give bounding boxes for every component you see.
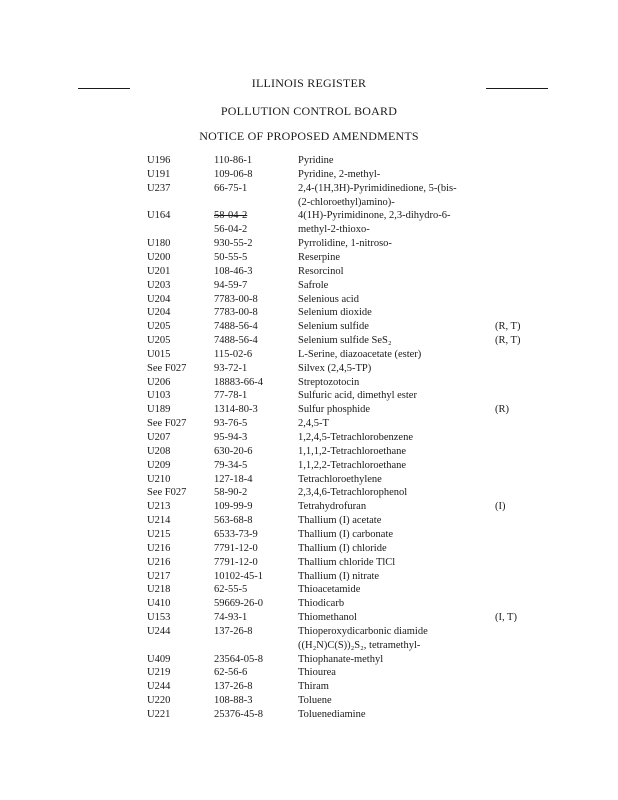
cas-number: 93-76-5 (214, 418, 248, 430)
cas-number: 77-78-1 (214, 390, 248, 402)
cas-number: 93-72-1 (214, 362, 248, 374)
hazard-code: (I, T) (495, 612, 517, 624)
cas-number: 95-94-3 (214, 432, 248, 443)
waste-code: U103 (147, 390, 171, 402)
chemical-name: Selenium sulfide (298, 321, 369, 333)
chemical-name: Tetrachloroethylene (298, 473, 382, 485)
cas-number: 137-26-8 (214, 681, 253, 693)
cas-number: 137-26-8 (214, 625, 253, 637)
cas-number: 127-18-4 (214, 473, 253, 485)
waste-code: U205 (147, 335, 171, 347)
chemical-name: 4(1H)-Pyrimidinone, 2,3-dihydro-6- (298, 210, 451, 222)
chemical-name: Thallium (I) nitrate (298, 570, 380, 582)
waste-code: U153 (147, 612, 171, 624)
cas-number: 7791-12-0 (214, 556, 258, 568)
cas-number: 108-88-3 (214, 695, 253, 707)
waste-code: U203 (147, 279, 171, 291)
chemical-name: Thiourea (298, 667, 336, 679)
chemical-name: 1,1,1,2-Tetrachloroethane (298, 445, 407, 457)
waste-code: U204 (147, 293, 171, 305)
cas-number: 59669-26-0 (214, 598, 263, 610)
cas-number: 108-46-3 (214, 265, 253, 277)
cas-number: 56-04-2 (214, 224, 248, 236)
chemical-name: Thiophanate-methyl (298, 653, 384, 665)
cas-number: 7488-56-4 (214, 335, 258, 347)
waste-code: U215 (147, 528, 171, 540)
waste-code: U015 (147, 348, 171, 360)
waste-code: U410 (147, 598, 171, 610)
chemical-name: Thallium (I) carbonate (298, 528, 394, 540)
waste-code: See F027 (147, 362, 187, 374)
chemical-name: 2,4-(1H,3H)-Pyrimidinedione, 5-(bis- (298, 182, 457, 194)
chemical-name: L-Serine, diazoacetate (ester) (298, 348, 422, 360)
waste-code: U164 (147, 210, 171, 222)
waste-code: U220 (147, 695, 171, 707)
chemical-name: Reserpine (298, 251, 340, 263)
cas-number: 74-93-1 (214, 612, 248, 624)
chemical-name: Thioperoxydicarbonic diamide (298, 625, 428, 637)
cas-number: 10102-45-1 (214, 570, 263, 582)
waste-code: U221 (147, 709, 171, 720)
waste-code: U244 (147, 681, 171, 693)
cas-number: 115-02-6 (214, 348, 253, 360)
waste-code: U180 (147, 238, 171, 250)
chemical-name: ((H₂N)C(S))₂S₂, tetramethyl- (298, 639, 421, 651)
cas-number: 79-34-5 (214, 459, 248, 471)
chemical-name: Selenium dioxide (298, 307, 372, 319)
hazard-code: (I) (495, 501, 506, 513)
cas-number: 109-06-8 (214, 168, 253, 180)
cas-number: 62-55-5 (214, 584, 248, 596)
cas-number: 18883-66-4 (214, 376, 263, 388)
cas-number: 25376-45-8 (214, 709, 263, 720)
cas-number: 7488-56-4 (214, 321, 258, 333)
cas-number: 930-55-2 (214, 238, 253, 250)
chemical-name: Thiram (298, 681, 329, 693)
chemical-name: Sulfuric acid, dimethyl ester (298, 390, 417, 402)
chemical-name: Thiomethanol (298, 612, 357, 624)
cas-number: 23564-05-8 (214, 653, 263, 665)
cas-number: 110-86-1 (214, 155, 253, 166)
cas-number: 6533-73-9 (214, 528, 258, 540)
cas-number: 1314-80-3 (214, 404, 258, 416)
waste-code: U201 (147, 265, 171, 277)
waste-code: U217 (147, 570, 171, 582)
waste-code: U219 (147, 667, 171, 679)
chemical-name: Thallium (I) acetate (298, 515, 382, 527)
waste-code: U409 (147, 653, 171, 665)
waste-code: U213 (147, 501, 171, 513)
waste-code: U244 (147, 625, 171, 637)
cas-number: 62-56-6 (214, 667, 248, 679)
chemical-name: (2-chloroethyl)amino)- (298, 196, 395, 208)
hazard-code: (R, T) (495, 335, 521, 347)
chemical-name: Thioacetamide (298, 584, 361, 596)
waste-code: U191 (147, 168, 171, 180)
cas-number: 7783-00-8 (214, 307, 258, 319)
chemical-name: 1,2,4,5-Tetrachlorobenzene (298, 432, 414, 443)
hazard-code: (R) (495, 404, 509, 416)
chemical-name: Streptozotocin (298, 376, 360, 388)
waste-code: U206 (147, 376, 171, 388)
cas-number: 630-20-6 (214, 445, 253, 457)
waste-code: U204 (147, 307, 171, 319)
chemical-name: Selenious acid (298, 293, 359, 305)
waste-code: U209 (147, 459, 171, 471)
waste-code: U218 (147, 584, 171, 596)
chemical-name: 1,1,2,2-Tetrachloroethane (298, 459, 407, 471)
chemical-name: Thallium chloride TlCl (298, 556, 396, 568)
waste-code: U189 (147, 404, 171, 416)
chemical-name: methyl-2-thioxo- (298, 224, 370, 236)
waste-code: U210 (147, 473, 171, 485)
chemical-name: Toluene (298, 695, 332, 707)
waste-code: See F027 (147, 487, 187, 499)
chemical-name: Pyridine (298, 155, 334, 166)
chemical-name: Silvex (2,4,5-TP) (298, 362, 372, 374)
waste-code: U216 (147, 542, 171, 554)
waste-code: U216 (147, 556, 171, 568)
chemical-name: Pyrrolidine, 1-nitroso- (298, 238, 392, 250)
chemical-name: Safrole (298, 279, 329, 291)
chemical-name: 2,4,5-T (298, 418, 329, 430)
chemical-name: Selenium sulfide SeS₂ (298, 335, 392, 347)
board-title: POLLUTION CONTROL BOARD (220, 104, 398, 118)
chemical-name: Sulfur phosphide (298, 404, 371, 416)
cas-number: 66-75-1 (214, 182, 248, 194)
chemical-name: 2,3,4,6-Tetrachlorophenol (298, 487, 408, 499)
cas-number: 58-04-2 (214, 210, 248, 222)
cas-number: 7791-12-0 (214, 542, 258, 554)
waste-code: See F027 (147, 418, 187, 430)
cas-number: 7783-00-8 (214, 293, 258, 305)
register-title: ILLINOIS REGISTER (251, 76, 367, 90)
cas-number: 109-99-9 (214, 501, 253, 513)
notice-title: NOTICE OF PROPOSED AMENDMENTS (199, 129, 419, 143)
waste-code: U207 (147, 432, 171, 443)
chemical-name: Tetrahydrofuran (298, 501, 367, 513)
chemical-name: Thallium (I) chloride (298, 542, 387, 554)
cas-number: 50-55-5 (214, 251, 248, 263)
cas-number: 563-68-8 (214, 515, 253, 527)
hazard-code: (R, T) (495, 321, 521, 333)
chemical-name: Thiodicarb (298, 598, 345, 610)
chemical-name: Resorcinol (298, 265, 344, 277)
waste-code: U208 (147, 445, 171, 457)
waste-code: U214 (147, 515, 171, 527)
waste-code: U196 (147, 155, 171, 166)
waste-code: U205 (147, 321, 171, 333)
waste-code: U237 (147, 182, 171, 194)
waste-code: U200 (147, 251, 171, 263)
cas-number: 58-90-2 (214, 487, 248, 499)
chemical-name: Toluenediamine (298, 709, 366, 720)
chemical-name: Pyridine, 2-methyl- (298, 168, 381, 180)
cas-number: 94-59-7 (214, 279, 248, 291)
